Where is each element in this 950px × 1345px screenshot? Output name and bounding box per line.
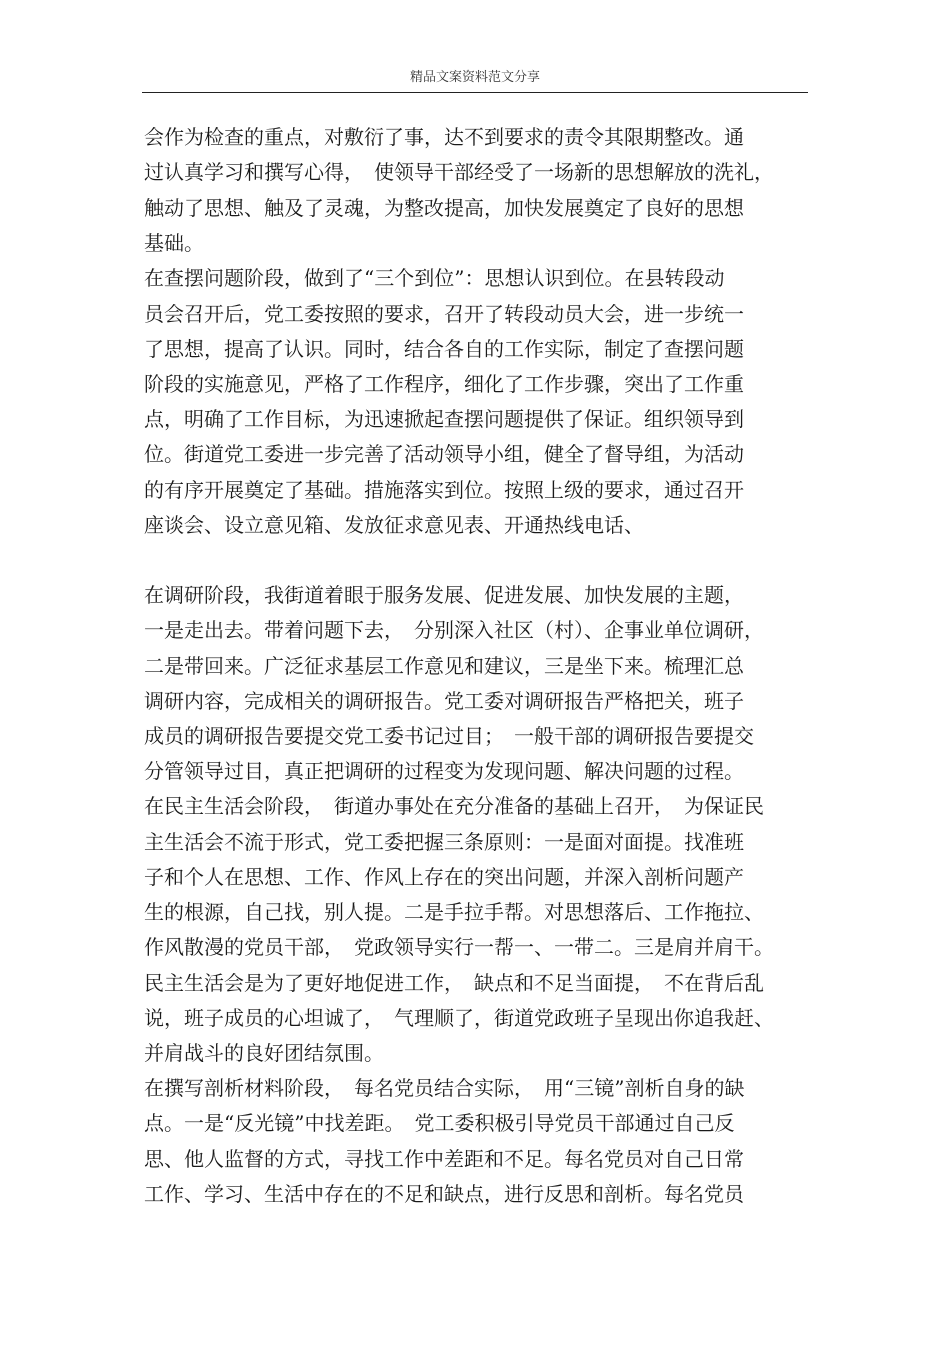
body-line: 子和个人在思想、工作、作风上存在的突出问题，并深入剖析问题产 bbox=[144, 865, 744, 889]
body-line: 基础。 bbox=[144, 231, 204, 255]
body-line: 点。一是“反光镜”中找差距。 党工委积极引导党员干部通过自己反 bbox=[144, 1111, 735, 1135]
body-line: 并肩战斗的良好团结氛围。 bbox=[144, 1041, 384, 1065]
body-line: 触动了思想、触及了灵魂，为整改提高，加快发展奠定了良好的思想 bbox=[144, 196, 744, 220]
body-line: 座谈会、设立意见箱、发放征求意见表、开通热线电话、 bbox=[144, 513, 644, 537]
body-line: 工作、学习、生活中存在的不足和缺点，进行反思和剖析。每名党员 bbox=[144, 1182, 744, 1206]
body-line: 过认真学习和撰写心得， 使领导干部经受了一场新的思想解放的洗礼， bbox=[144, 160, 774, 184]
body-line: 在查摆问题阶段，做到了“三个到位”：思想认识到位。在县转段动 bbox=[144, 266, 725, 290]
body-line: 点，明确了工作目标，为迅速掀起查摆问题提供了保证。组织领导到 bbox=[144, 407, 744, 431]
body-line: 生的根源，自己找，别人提。二是手拉手帮。对思想落后、工作拖拉、 bbox=[144, 900, 764, 924]
body-line: 分管领导过目，真正把调研的过程变为发现问题、解决问题的过程。 bbox=[144, 759, 744, 783]
body-line: 一是走出去。带着问题下去， 分别深入社区（村）、企事业单位调研， bbox=[144, 618, 764, 642]
body-line: 成员的调研报告要提交党工委书记过目； 一般干部的调研报告要提交 bbox=[144, 724, 754, 748]
body-line: 说，班子成员的心坦诚了， 气理顺了，街道党政班子呈现出你追我赶、 bbox=[144, 1006, 774, 1030]
body-line: 在调研阶段，我街道着眼于服务发展、促进发展、加快发展的主题， bbox=[144, 583, 744, 607]
body-line: 调研内容，完成相关的调研报告。党工委对调研报告严格把关，班子 bbox=[144, 689, 744, 713]
body-line: 在民主生活会阶段， 街道办事处在充分准备的基础上召开， 为保证民 bbox=[144, 794, 764, 818]
body-line: 民主生活会是为了更好地促进工作， 缺点和不足当面提， 不在背后乱 bbox=[144, 971, 764, 995]
header-rule bbox=[142, 92, 808, 93]
body-line: 了思想，提高了认识。同时，结合各自的工作实际，制定了查摆问题 bbox=[144, 337, 744, 361]
body-line: 二是带回来。广泛征求基层工作意见和建议，三是坐下来。梳理汇总 bbox=[144, 654, 744, 678]
body-line: 位。街道党工委进一步完善了活动领导小组，健全了督导组，为活动 bbox=[144, 442, 744, 466]
body-line: 的有序开展奠定了基础。措施落实到位。按照上级的要求，通过召开 bbox=[144, 478, 744, 502]
body-line: 员会召开后，党工委按照的要求，召开了转段动员大会，进一步统一 bbox=[144, 302, 744, 326]
body-line: 作风散漫的党员干部， 党政领导实行一帮一、一带二。三是肩并肩干。 bbox=[144, 935, 774, 959]
page-header: 精品文案资料范文分享 bbox=[409, 70, 540, 85]
body-line: 会作为检查的重点，对敷衍了事，达不到要求的责令其限期整改。通 bbox=[144, 125, 744, 149]
body-line: 思、他人监督的方式，寻找工作中差距和不足。每名党员对自己日常 bbox=[144, 1147, 744, 1171]
body-line: 阶段的实施意见，严格了工作程序，细化了工作步骤，突出了工作重 bbox=[144, 372, 744, 396]
body-line: 在撰写剖析材料阶段， 每名党员结合实际， 用“三镜”剖析自身的缺 bbox=[144, 1076, 745, 1100]
body-line: 主生活会不流于形式，党工委把握三条原则：一是面对面提。找准班 bbox=[144, 830, 744, 854]
